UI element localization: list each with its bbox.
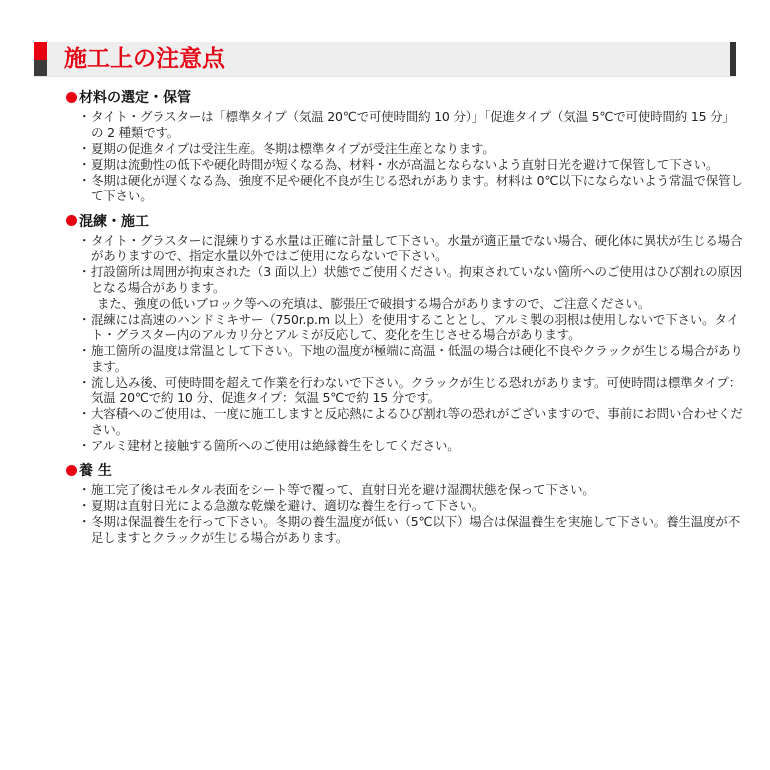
bullet-mark: ・ xyxy=(78,172,91,188)
list-item-text: 流し込み後、可使時間を超えて作業を行わないで下さい。クラックが生じる恐れがあります。可使時間は標準タイプ：気温 20℃で約 10 分、促進タイプ：気温 5℃で約 15 分です。 xyxy=(91,374,742,405)
list-item-text: タイト・グラスターに混練りする水量は正確に計量して下さい。水量が適正量でない場合、硬化体に異状が生じる場合がありますので、指定水量以外ではご使用にならないで下さい。 xyxy=(91,232,743,263)
list-item-text: 冬期は硬化が遅くなる為、強度不足や硬化不良が生じる恐れがあります。材料は 0℃以下にならないよう常温で保管して下さい。 xyxy=(91,172,743,203)
list-item-text: 混練には高速のハンドミキサー（750r.p.m 以上）を使用することとし、アルミ製の羽根は使用しないで下さい。タイト・グラスター内のアルカリ分とアルミが反応して、変化を生じさせる場合があります。 xyxy=(91,311,739,342)
bullet-mark: ・ xyxy=(78,140,91,156)
title-accent-mark-dark xyxy=(34,60,47,76)
bullet-mark: ・ xyxy=(78,514,91,529)
list-item xyxy=(78,514,746,545)
title-end-mark xyxy=(730,42,736,76)
bullet-mark: ・ xyxy=(78,156,91,172)
bullet-mark: ・ xyxy=(78,437,91,453)
list-item xyxy=(78,482,746,498)
section-title: 材料の選定・保管 xyxy=(79,90,191,106)
list-item xyxy=(78,498,746,514)
red-bullet-icon xyxy=(66,215,77,226)
list-item xyxy=(78,375,746,406)
bullet-mark: ・ xyxy=(78,406,91,421)
bullet-mark: ・ xyxy=(78,343,91,358)
section-item-list xyxy=(66,233,746,454)
bullet-mark: ・ xyxy=(78,232,91,248)
bullet-mark: ・ xyxy=(78,264,91,279)
list-item xyxy=(78,438,746,454)
title-bar xyxy=(34,42,736,77)
list-item-text: 施工完了後はモルタル表面をシート等で覆って、直射日光を避け湿潤状態を保って下さい。 xyxy=(91,482,595,497)
section xyxy=(66,86,746,204)
red-bullet-icon xyxy=(66,465,77,476)
list-item xyxy=(78,312,746,343)
section-header xyxy=(66,210,746,232)
list-item-text: 夏期の促進タイプは受注生産。冬期は標準タイプが受注生産となります。 xyxy=(91,140,495,156)
list-item xyxy=(78,109,746,140)
red-bullet-icon xyxy=(66,92,77,103)
bullet-mark: ・ xyxy=(78,311,91,327)
list-item xyxy=(78,343,746,374)
section xyxy=(66,210,746,454)
list-item xyxy=(78,141,746,157)
list-item-text: タイト・グラスターは「標準タイプ（気温 20℃で可使時間約 10 分）」「促進タイプ（気温 5℃で可使時間約 15 分」の 2 種類です。 xyxy=(91,109,735,140)
list-item-text: 施工箇所の温度は常温として下さい。下地の温度が極端に高温・低温の場合は硬化不良やクラックが生じる場合があります。 xyxy=(91,343,743,374)
section-item-list xyxy=(66,482,746,545)
list-item-text: 大容積へのご使用は、一度に施工しますと反応熱によるひび割れ等の恐れがございますので、事前にお問い合わせください。 xyxy=(91,406,743,437)
bullet-mark: ・ xyxy=(78,498,91,513)
list-item xyxy=(78,233,746,264)
section-title: 養 生 xyxy=(79,463,112,479)
list-item xyxy=(78,173,746,204)
list-item-text: アルミ建材と接触する箇所へのご使用は絶縁養生をしてください。 xyxy=(91,437,460,453)
list-item-text: 冬期は保温養生を行って下さい。冬期の養生温度が低い（5℃以下）場合は保温養生を実施して下さい。養生温度が不足しますとクラックが生じる場合があります。 xyxy=(91,514,740,545)
list-item xyxy=(78,157,746,173)
page-title: 施工上の注意点 xyxy=(64,46,225,72)
list-item xyxy=(78,296,746,312)
section-title: 混練・施工 xyxy=(79,213,149,230)
title-accent-mark xyxy=(34,42,47,60)
section-header xyxy=(66,459,746,481)
list-item xyxy=(78,406,746,437)
bullet-mark: ・ xyxy=(78,374,91,390)
list-item xyxy=(78,264,746,295)
section-header xyxy=(66,86,746,108)
bullet-mark: ・ xyxy=(78,109,91,124)
section xyxy=(66,459,746,545)
section-item-list xyxy=(66,109,746,204)
list-item-text: 打設箇所は周囲が拘束された（3 面以上）状態でご使用ください。拘束されていない箇所へのご使用はひび割れの原因となる場合があります。 xyxy=(91,264,743,295)
list-item-text: 夏期は直射日光による急激な乾燥を避け、適切な養生を行って下さい。 xyxy=(91,498,485,513)
bullet-mark: ・ xyxy=(78,482,91,497)
list-item-text: 夏期は流動性の低下や硬化時間が短くなる為、材料・水が高温とならないよう直射日光を避けて保管して下さい。 xyxy=(91,156,719,172)
content xyxy=(66,86,746,551)
list-item-text: また、強度の低いブロック等への充填は、膨張圧で破損する場合がありますので、ご注意ください。 xyxy=(97,295,651,311)
